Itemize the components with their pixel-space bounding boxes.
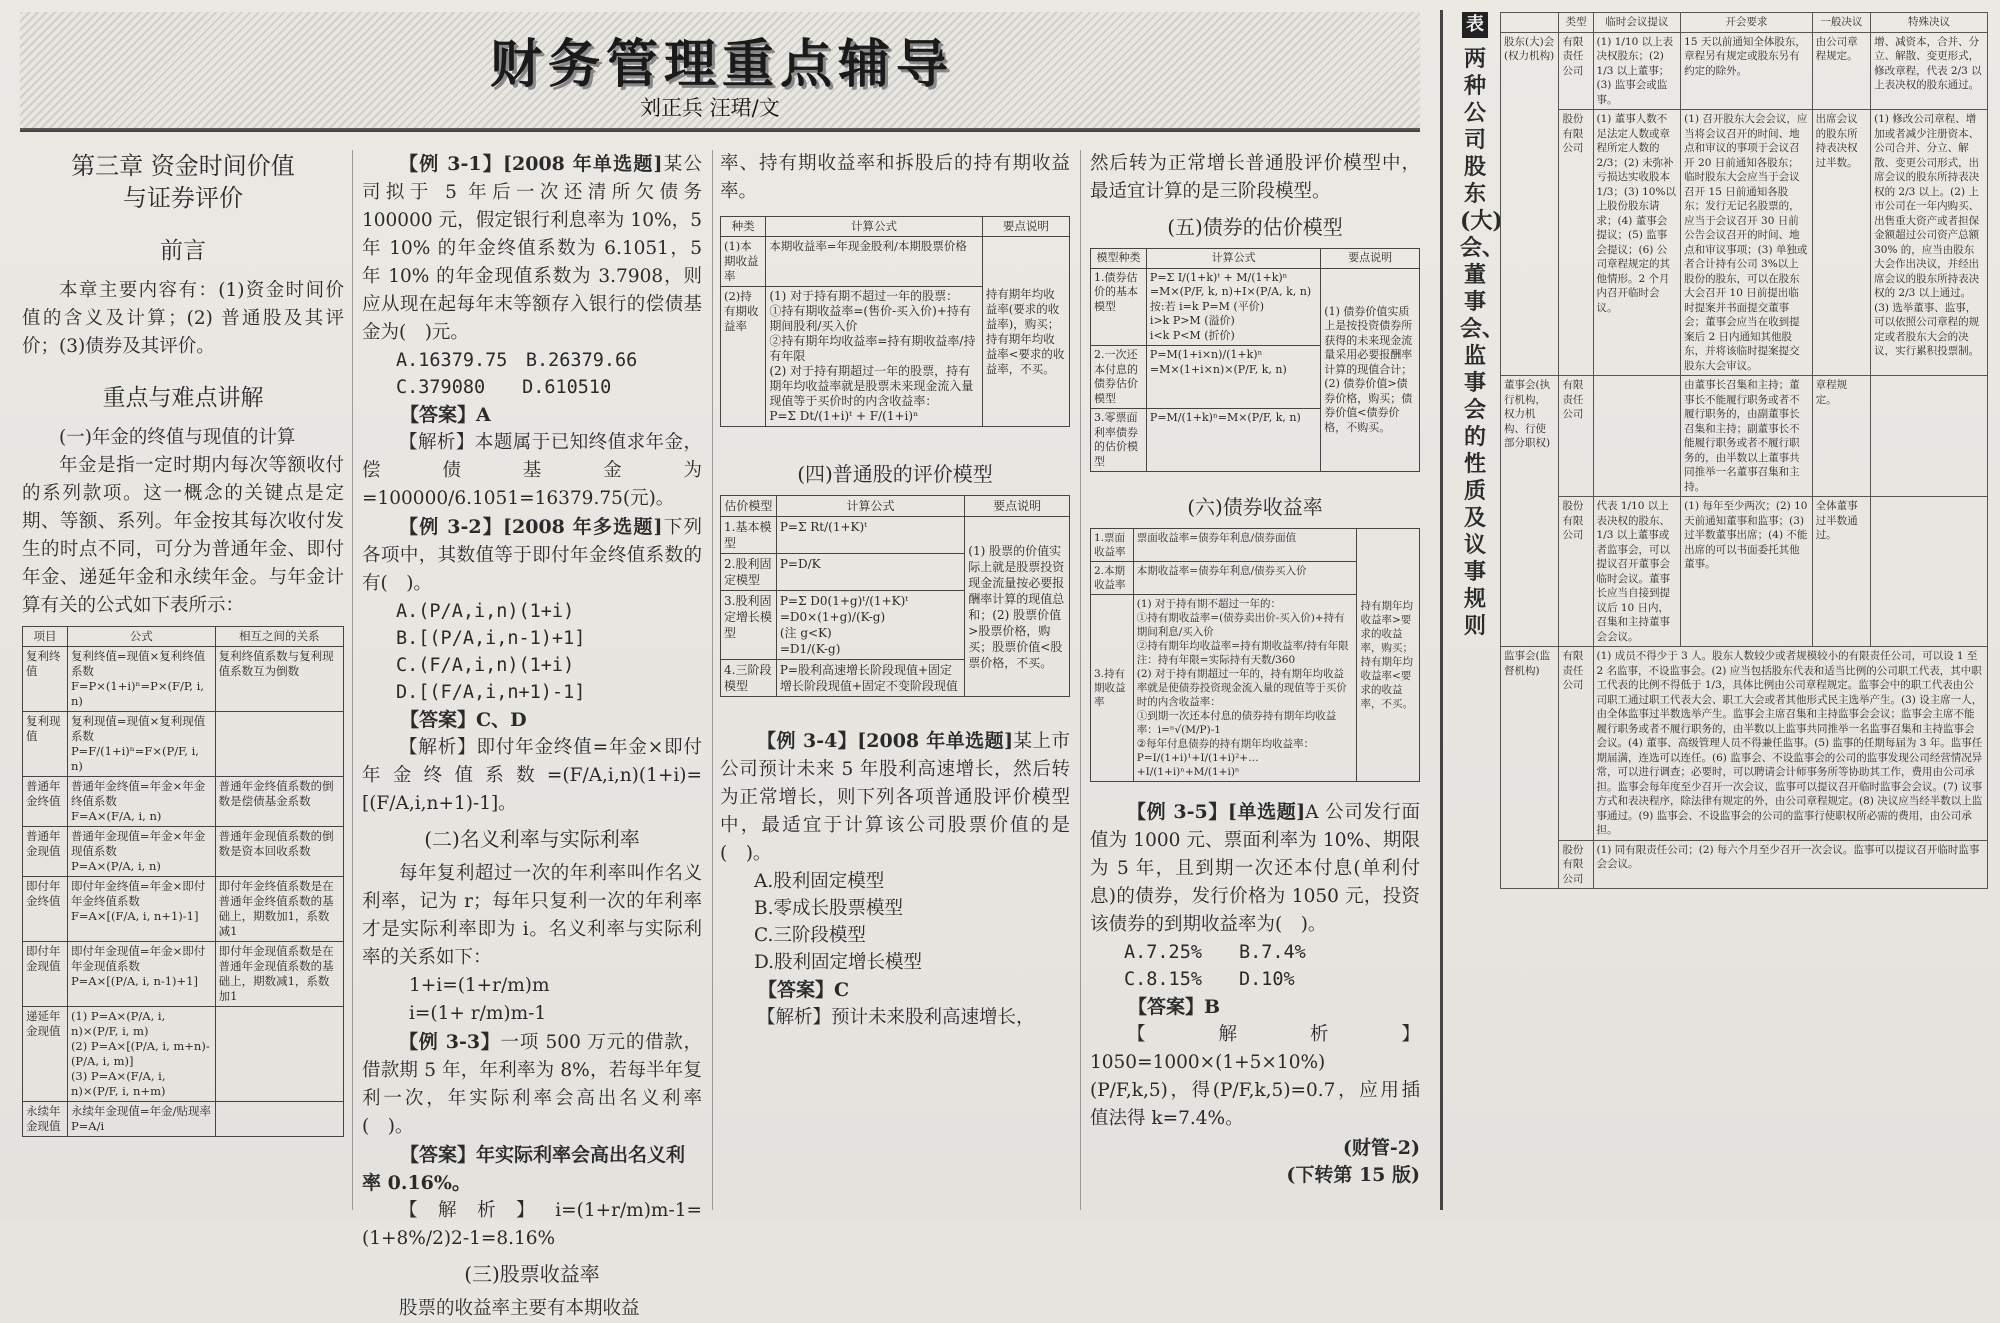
- table-cell: 本期收益率=年现金股利/本期股票价格: [766, 237, 982, 287]
- table-cell: 章程规定。: [1812, 376, 1870, 497]
- table-cell: 即付年金终值=年金×即付年金终值系数 F=A×[(F/A, i, n+1)-1]: [67, 877, 215, 942]
- table-header: 模型种类: [1091, 249, 1147, 269]
- table-note: 持有期年均收益率>要求的收益率，购买；持有期年均收益率<要求的收益率，不买。: [1357, 529, 1420, 782]
- example-5-text: A 公司发行面值为 1000 元、票面利率为 10%、期限为 5 年，且到期一次还本付息(单利付息)的债券，发行价格为 1050 元，投资该债券的到期收益率为( )。: [1090, 802, 1420, 935]
- table-cell: (1) 每年至少两次；(2) 10 天前通知董事和监事；(3) 过半数董事出席；(4) 不能出席的可以书面委托其他董事。: [1681, 497, 1812, 647]
- example-1-explanation: 【解析】本题属于已知终值求年金，偿债基金为=100000/6.1051=16379.75(元)。: [362, 432, 702, 509]
- table-cell: 普通年金终值=年金×年金终值系数 F=A×(F/A, i, n): [67, 777, 215, 827]
- table-note: (1) 股票的价值实际上就是股票投资现金流量按必要报酬率计算的现值总和；(2) 股票价值>股票价格，购买；股票价值<股票价格，不买。: [965, 517, 1070, 697]
- column-4-intro: 然后转为正常增长普通股评价模型中，最适宜计算的是三阶段模型。: [1090, 153, 1420, 202]
- table-cell: 由公司章程规定。: [1812, 32, 1870, 110]
- group-label: 股东(大)会(权力机构): [1501, 32, 1559, 376]
- table-cell: 复利终值: [23, 647, 68, 712]
- table-cell: P=Σ D0(1+g)ᵗ/(1+K)ᵗ =D0×(1+g)/(K-g) (注 g<K) =D1/(K-g): [776, 591, 964, 660]
- table-header: 要点说明: [1321, 249, 1420, 269]
- table-cell: 股份有限公司: [1559, 110, 1593, 376]
- table-header: 相互之间的关系: [215, 627, 343, 647]
- table-cell: 4.三阶段模型: [721, 660, 777, 697]
- table-cell: 递延年金现值: [23, 1007, 68, 1102]
- table-cell: P=Σ Rt/(1+K)ᵗ: [776, 517, 964, 554]
- table-row: [23, 712, 344, 777]
- table-cell: 2.一次还本付息的债券估价模型: [1091, 346, 1147, 409]
- section-3-title: (三)股票收益率: [464, 1262, 600, 1286]
- table-header: 计算公式: [766, 217, 982, 237]
- example-2-explanation: 【解析】即付年金终值=年金×即付年金终值系数=(F/A,i,n)(1+i)=[(F/A,i,n+1)-1]。: [362, 737, 702, 814]
- table-cell: (1) P=A×(P/A, i, n)×(P/F, i, m) (2) P=A×[(P/A, i, m+n)-(P/A, i, m)] (3) P=A×(F/A, i, n)×(P/F, i, n+m): [67, 1007, 215, 1102]
- table-cell: [1871, 376, 1988, 497]
- table-cell: (1) 董事人数不足法定人数或章程所定人数的 2/3；(2) 未弥补亏损达实收股本 1/3；(3) 10%以上股份股东请求；(4) 董事会提议；(5) 监事会提议；(6) 公司章程规定的其他情形。2 个月内召开临时会议。: [1593, 110, 1681, 376]
- table-cell: 复利现值=现值×复利现值系数 P=F/(1+i)ⁿ=F×(P/F, i, n): [67, 712, 215, 777]
- stock-valuation-table: [720, 495, 1070, 697]
- table-cell: 3.零票面利率债券的估价模型: [1091, 409, 1147, 472]
- example-2-answer: 【答案】C、D: [400, 709, 527, 731]
- table-cell: (1) 同有限责任公司；(2) 每六个月至少召开一次会议。监事可以提议召开临时监事会会议。: [1593, 840, 1987, 889]
- table-cell: 全体董事过半数通过。: [1812, 497, 1870, 647]
- table-row: [23, 877, 344, 942]
- example-1-option: C.379080 D.610510: [396, 377, 612, 398]
- preface-text: 本章主要内容有：(1)资金时间价值的含义及计算；(2) 普通股及其评价；(3)债券及其评价。: [22, 280, 344, 357]
- table-cell: 有限责任公司: [1559, 647, 1593, 841]
- table-header: 公式: [67, 627, 215, 647]
- table-cell: (1) 召开股东大会会议，应当将会议召开的时间、地点和审议的事项于会议召开 20 日前通知各股东；临时股东大会应当于会议召开 15 日前通知各股东；发行无记名股票的，应当于会议召开 30 日前公告会议召开的时间、地点和审议事项；(3) 单独或者合计持有公司 3%以上股份的股东，可以在股东大会召开 10 日前提出临时提案并书面提交董事会；董事会应当在收到提案后 2 日内通知其他股东，并将该临时提案提交股东大会审议。: [1681, 110, 1812, 376]
- table-cell: 出席会议的股东所持表决权过半数。: [1812, 110, 1870, 376]
- table-cell: 即付年金现值: [23, 942, 68, 1007]
- table-cell: 普通年金现值: [23, 827, 68, 877]
- annuity-table: [22, 626, 344, 1137]
- table-cell: 3.持有期收益率: [1091, 595, 1134, 782]
- table-cell: [215, 1007, 343, 1102]
- example-2-text: 下列各项中，其数值等于即付年金终值系数的有( )。: [362, 517, 702, 594]
- table-cell: P=D/K: [776, 554, 964, 591]
- column-1: [22, 150, 344, 1212]
- table-cell: 增、减资本，合并、分立、解散、变更形式，修改章程，代表 2/3 以上表决权的股东通过。: [1871, 32, 1988, 110]
- table-cell: 有限责任公司: [1559, 376, 1593, 497]
- example-5-option: C.8.15% D.10%: [1124, 969, 1295, 990]
- table-note: 持有期年均收益率(要求的收益率)，购买；持有期年均收益率<要求的收益率，不买。: [982, 237, 1069, 427]
- table-header: 计算公式: [1146, 249, 1320, 269]
- preface-heading: 前言: [160, 238, 206, 264]
- section-2-text: 每年复利超过一次的年利率叫作名义利率，记为 r；每年只复利一次的年利率才是实际利率即为 i。名义利率与实际利率的关系如下：: [362, 863, 702, 968]
- table-header: 要点说明: [982, 217, 1069, 237]
- table-cell: 即付年金现值=年金×即付年金现值系数 P=A×[(P/A, i, n-1)+1]: [67, 942, 215, 1007]
- chapter-line-1: 第三章 资金时间价值: [71, 152, 295, 180]
- example-1-option: A.16379.75 B.26379.66: [396, 350, 638, 371]
- example-5-explanation: 【解析】1050=1000×(1+5×10%)(P/F,k,5)，得(P/F,k,5)=0.7，应用插值法得 k=7.4%。: [1090, 1024, 1420, 1129]
- stock-yield-table: [720, 216, 1070, 427]
- table-cell: P=M/(1+k)ⁿ=M×(P/F, k, n): [1146, 409, 1320, 472]
- table-cell: 复利终值=现值×复利终值系数 F=P×(1+i)ⁿ=P×(F/P, i, n): [67, 647, 215, 712]
- table-row: [1501, 840, 1988, 889]
- byline: 刘正兵 汪珺/文: [640, 96, 780, 120]
- table-cell: 1.票面收益率: [1091, 529, 1134, 562]
- table-cell: 普通年金终值系数的倒数是偿债基金系数: [215, 777, 343, 827]
- table-cell: [215, 1102, 343, 1137]
- bond-yield-table: [1090, 528, 1420, 782]
- table-note: (1) 债券价值实质上是按投资债券所获得的未来现金流量采用必要报酬率计算的现值合计；(2) 债券价值>债券价格，购买；债券价值<债券价格，不购买。: [1321, 268, 1420, 472]
- table-cell: 3.股利固定增长模型: [721, 591, 777, 660]
- table-cell: [215, 712, 343, 777]
- section-2-title: (二)名义利率与实际利率: [424, 827, 640, 851]
- continue-note: (下转第 15 版): [1286, 1164, 1420, 1186]
- table-row: [23, 1007, 344, 1102]
- example-4-text: 某上市公司预计未来 5 年股利高速增长，然后转为正常增长，则下列各项普通股评价模型中，最适宜于计算该公司股票价值的是( )。: [720, 731, 1070, 864]
- table-header: 一般决议: [1812, 13, 1870, 33]
- table-cell: 普通年金现值系数的倒数是资本回收系数: [215, 827, 343, 877]
- table-cell: 永续年金现值=年金/贴现率 P=A/i: [67, 1102, 215, 1137]
- example-2-option: C.(F/A,i,n)(1+i): [396, 655, 575, 676]
- group-label: 董事会(执行机构，权力机构、行使部分职权): [1501, 376, 1559, 647]
- table-row: [1501, 32, 1988, 110]
- formula-1: 1+i=(1+r/m)m: [409, 975, 550, 996]
- table-header: 特殊决议: [1871, 13, 1988, 33]
- header-rule: [20, 130, 1420, 132]
- example-2-option: A.(P/A,i,n)(1+i): [396, 601, 575, 622]
- table-cell: 普通年金终值: [23, 777, 68, 827]
- chapter-line-2: 与证券评价: [123, 184, 243, 212]
- column-3-intro: 率、持有期收益率和拆股后的持有期收益率。: [720, 153, 1070, 202]
- table-cell: 即付年金终值系数是在普通年金终值系数的基础上，期数加1，系数减1: [215, 877, 343, 942]
- table-cell: [1871, 497, 1988, 647]
- table-cell: 复利终值系数与复利现值系数互为倒数: [215, 647, 343, 712]
- table-cell: (2)持有期收益率: [721, 287, 766, 427]
- example-4-option: C.三阶段模型: [754, 925, 866, 946]
- example-3-text: 一项 500 万元的借款，借款期 5 年，年利率为 8%，若每半年复利一次，年实际利率会高出名义利率( )。: [362, 1032, 702, 1137]
- table-cell: 即付年金现值系数是在普通年金现值系数的基础上，期数减1，系数加1: [215, 942, 343, 1007]
- table-cell: P=Σ I/(1+k)ᵗ + M/(1+k)ⁿ =M×(P/F, k, n)+I×(P/A, k, n) 按:若 i=k P=M (平价) i>k P>M (溢价) i<k P<M (折价): [1146, 268, 1320, 346]
- section-1-title: (一)年金的终值与现值的计算: [59, 427, 296, 448]
- table-cell: 普通年金现值=年金×年金现值系数 P=A×(P/A, i, n): [67, 827, 215, 877]
- example-4-answer: 【答案】C: [758, 979, 850, 1001]
- table-row: [1501, 647, 1988, 841]
- table-cell: 永续年金现值: [23, 1102, 68, 1137]
- section-3-text: 股票的收益率主要有本期收益: [399, 1298, 640, 1319]
- column-divider: [352, 150, 353, 1210]
- table-cell: (1) 修改公司章程、增加或者减少注册资本、公司合并、分立、解散、变更公司形式，出席会议的股东所持表决权的 2/3 以上。(2) 上市公司在一年内购买、出售重大资产或者担保金额超过公司资产总额 30% 的，应当由股东大会作出决议，并经出席会议的股东所持表决权的 2/3 以上通过。(3) 选举董事、监事，可以依照公司章程的规定或者股东大会的决议，实行累积投票制。: [1871, 110, 1988, 376]
- table-row: [23, 777, 344, 827]
- table-cell: P=股利高速增长阶段现值+固定增长阶段现值+固定不变阶段现值: [776, 660, 964, 697]
- column-tag: (财管-2): [1342, 1137, 1420, 1159]
- table-header: 项目: [23, 627, 68, 647]
- example-1-text: 某公司拟于 5 年后一次还清所欠债务 100000 元，假定银行利息率为 10%，5 年 10% 的年金终值系数为 6.1051，5 年 10% 的年金现值系数为 3.7908，则应从现在起每年末等额存入银行的偿债基金为( )元。: [362, 154, 702, 343]
- table-row: [1501, 376, 1988, 497]
- example-2-option: D.[(F/A,i,n+1)-1]: [396, 682, 586, 703]
- example-4-option: D.股利固定增长模型: [754, 952, 923, 973]
- example-4-head: 【例 3-4】[2008 年单选题]: [757, 730, 1014, 752]
- table-cell: 股份有限公司: [1559, 840, 1593, 889]
- column-divider: [1080, 150, 1081, 1210]
- table-cell: P=M(1+i×n)/(1+k)ⁿ =M×(1+i×n)×(P/F, k, n): [1146, 346, 1320, 409]
- example-5-option: A.7.25% B.7.4%: [1124, 942, 1306, 963]
- table-cell: 即付年金终值: [23, 877, 68, 942]
- table-badge: 表: [1462, 12, 1488, 38]
- example-4-option: A.股利固定模型: [754, 871, 885, 892]
- example-3-head: 【例 3-3】: [399, 1031, 501, 1053]
- table-row: [1501, 497, 1988, 647]
- example-4-option: B.零成长股票模型: [754, 898, 903, 919]
- example-1-answer: 【答案】A: [400, 404, 491, 426]
- table-header: 类型: [1559, 13, 1593, 33]
- table-cell: (1) 成员不得少于 3 人。股东人数较少或者规模较小的有限责任公司，可以设 1 至 2 名监事，不设监事会。(2) 应当包括股东代表和适当比例的公司职工代表，其中职工代表的比例不得低于 1/3，具体比例由公司章程规定。监事会中的职工代表由公司职工通过职工代表大会、职工大会或者其他形式民主选举产生。(3) 设主席一人，由全体监事过半数选举产生。监事会主席召集和主持监事会会议；监事会主席不能履行职务或者不履行职务的，由半数以上监事共同推举一名监事召集和主持监事会会议。(4) 董事、高级管理人员不得兼任监事。(5) 监事的任期每届为 3 年。监事任期届满，连选可以连任。(6) 监事会、不设监事会的公司的监事发现公司经营情况异常，可以进行调查；必要时，可以聘请会计师事务所等协助其工作，费用由公司承担。监事会每年度至少召开一次会议，监事可以提议召开临时监事会会议。(7) 议事方式和表决程序，除法律有规定的外，由公司章程规定。(8) 决议应当经半数以上监事通过。(9) 监事会、不设监事会的公司的监事行使职权所必需的费用，由公司承担。: [1593, 647, 1987, 841]
- table-row: [1501, 110, 1988, 376]
- example-3-explanation: 【解析】i=(1+r/m)m-1=(1+8%/2)2-1=8.16%: [362, 1200, 702, 1249]
- table-row: [23, 647, 344, 712]
- section-divider: [1440, 10, 1443, 1210]
- section-1-text: 年金是指一定时期内每次等额收付的系列款项。这一概念的关键点是定期、等额、系列。年金按其每次收付发生的时点不同，可分为普通年金、即付年金、递延年金和永续年金。与年金计算有关的公式如下表所示：: [22, 455, 344, 616]
- table-row: [23, 827, 344, 877]
- column-divider: [712, 150, 713, 1210]
- chapter-title: [22, 150, 344, 214]
- example-2-option: B.[(P/A,i,n-1)+1]: [396, 628, 586, 649]
- group-label: 监事会(监督机构): [1501, 647, 1559, 889]
- table-cell: 有限责任公司: [1559, 32, 1593, 110]
- table-cell: 本期收益率=债券年利息/债券买入价: [1133, 562, 1357, 595]
- table-header: 要点说明: [965, 496, 1070, 517]
- table-cell: (1) 对于持有期不超过一年的： ①持有期收益率=(债券卖出价-买入价)+持有期间利息/买入价 ②持有期年均收益率=持有期收益率/持有年限 注：持有年限=实际持有天数/360 (2) 对于持有期超过一年的，持有期年均收益率就是使债券投资现金流入量的现值等于买价时的内含收益率： ①到期一次还本付息的债券持有期年均收益率：i=ⁿ√(M/P)-1 ②每年付息债券的持有期年均收益率： P=I/(1+i)¹+I/(1+i)²+…+I/(1+i)ⁿ+M/(1+i)ⁿ: [1133, 595, 1357, 782]
- section-4-title: (四)普通股的评价模型: [797, 462, 993, 486]
- table-cell: 15 天以前通知全体股东，章程另有规定或股东另有约定的除外。: [1681, 32, 1812, 110]
- table-row: [23, 942, 344, 1007]
- side-title: [1460, 12, 1505, 640]
- formula-2: i=(1+ r/m)m-1: [409, 1003, 547, 1024]
- table-header: 开会要求: [1681, 13, 1812, 33]
- key-heading: 重点与难点讲解: [102, 385, 264, 411]
- table-cell: 票面收益率=债券年利息/债券面值: [1133, 529, 1357, 562]
- table-cell: 1.基本模型: [721, 517, 777, 554]
- example-5-head: 【例 3-5】[单选题]: [1127, 801, 1306, 823]
- section-6-title: (六)债券收益率: [1187, 495, 1323, 519]
- table-header: 种类: [721, 217, 766, 237]
- example-5-answer: 【答案】B: [1128, 996, 1221, 1018]
- table-header: 临时会议提议: [1593, 13, 1681, 33]
- governance-table: [1500, 12, 1988, 1207]
- column-3: [720, 150, 1070, 1212]
- table-cell: 股份有限公司: [1559, 497, 1593, 647]
- example-4-explanation: 【解析】预计未来股利高速增长，: [757, 1007, 1035, 1028]
- section-5-title: (五)债券的估价模型: [1167, 215, 1343, 239]
- table-cell: (1)本期收益率: [721, 237, 766, 287]
- example-2-head: 【例 3-2】[2008 年多选题]: [399, 516, 663, 538]
- page-title: 财务管理重点辅导: [490, 34, 955, 95]
- table-cell: 由董事长召集和主持；董事长不能履行职务或者不履行职务的，由副董事长召集和主持；副董事长不能履行职务或者不履行职务的，由半数以上董事共同推举一名董事召集和主持。: [1681, 376, 1812, 497]
- table-cell: (1) 1/10 以上表决权股东；(2) 1/3 以上董事；(3) 监事会或监事。: [1593, 32, 1681, 110]
- column-4: [1090, 150, 1420, 1212]
- table-cell: 2.股利固定模型: [721, 554, 777, 591]
- table-cell: 2.本期收益率: [1091, 562, 1134, 595]
- table-cell: 复利现值: [23, 712, 68, 777]
- table-header: [1501, 13, 1559, 33]
- side-title-text: 两种公司股东(大)会、董事会、监事会的性质及议事规则: [1460, 46, 1505, 639]
- table-cell: (1) 对于持有期不超过一年的股票： ①持有期收益率=(售价-买入价)+持有期间股利/买入价 ②持有期年均收益率=持有期收益率/持有年限 (2) 对于持有期超过一年的股票，持有期年均收益率就是股票未来现金流入量现值等于买价时的内含收益率： P=Σ Dt/(1+i)ᵗ + F/(1+i)ⁿ: [766, 287, 982, 427]
- table-row: [23, 1102, 344, 1137]
- table-header: 估价模型: [721, 496, 777, 517]
- table-cell: [1593, 376, 1681, 497]
- bond-valuation-table: [1090, 248, 1420, 472]
- column-2: [362, 150, 702, 1319]
- table-cell: 1.债券估价的基本模型: [1091, 268, 1147, 346]
- example-3-answer: 【答案】年实际利率会高出名义利率 0.16%。: [362, 1144, 686, 1194]
- example-1-head: 【例 3-1】[2008 年单选题]: [399, 153, 663, 175]
- table-cell: 代表 1/10 以上表决权的股东、1/3 以上董事或者监事会，可以提议召开董事会临时会议。董事长应当自接到提议后 10 日内，召集和主持董事会会议。: [1593, 497, 1681, 647]
- table-header: 计算公式: [776, 496, 964, 517]
